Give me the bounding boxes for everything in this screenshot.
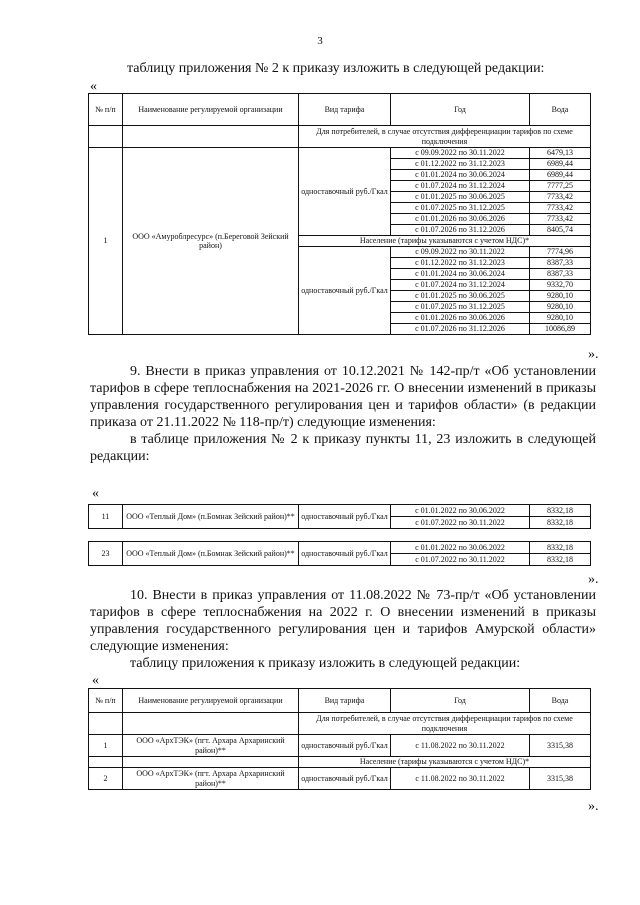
tariff-table-2-row-11 [88,504,591,529]
period-cell: с 01.01.2025 по 30.06.2025 [391,192,530,203]
period-cell: с 09.09.2022 по 30.11.2022 [391,247,530,258]
section-row [89,713,591,735]
period-cell: с 01.07.2025 по 31.12.2025 [391,302,530,313]
table-row [89,505,591,517]
section-consumers-label: Для потребителей, в случае отсутствия дифференциации тарифов по схеме подключения [299,713,591,735]
table-row [89,735,591,757]
section-row [89,126,591,148]
value-cell: 3315,38 [530,735,591,757]
row-number: 1 [89,148,123,335]
item-10-text: 10. Внести в приказ управления от 11.08.2022 № 73-пр/т «Об установлении тарифов в сфере теплоснабжения на 2022 г. О внесении изменений в приказы управления государственного регулирования цен и тарифов Амурской области» следующие изменения: [90,588,596,654]
header-tariff-type: Вид тарифа [299,94,391,126]
row-number: 2 [89,768,123,790]
period-cell: с 01.01.2024 по 30.06.2024 [391,269,530,280]
table-row [89,542,591,554]
organization-name: ООО «Амуроблресурс» (п.Береговой Зейский район) [123,148,299,335]
organization-name: ООО «АрхТЭК» (пгт. Архара Архаринский район)** [123,735,299,757]
period-cell: с 01.01.2026 по 30.06.2026 [391,214,530,225]
section-population-label: Население (тарифы указываются с учетом НДС)* [299,757,591,768]
period-cell: с 01.07.2026 по 31.12.2026 [391,324,530,335]
period-cell: с 01.01.2024 по 30.06.2024 [391,170,530,181]
value-cell: 9332,70 [530,280,591,291]
header-water: Вода [530,689,591,713]
item-9-paragraph [90,363,596,465]
close-quote-1: ». [588,347,599,362]
organization-name: ООО «Теплый Дом» (п.Бомнак Зейский район)** [123,542,299,566]
value-cell: 6989,44 [530,159,591,170]
value-cell: 10086,89 [530,324,591,335]
period-cell: с 01.01.2022 по 30.06.2022 [391,505,530,517]
tariff-type: одноставочный руб./Гкал [299,247,391,335]
intro-line: таблицу приложения № 2 к приказу изложить в следующей редакции: [127,61,545,76]
value-cell: 8332,18 [530,517,591,529]
close-quote-3: ». [588,799,599,814]
value-cell: 6989,44 [530,170,591,181]
row-number: 11 [89,505,123,529]
value-cell: 9280,10 [530,302,591,313]
period-cell: с 01.07.2022 по 30.11.2022 [391,554,530,566]
period-cell: с 01.01.2025 по 30.06.2025 [391,291,530,302]
section-consumers-label: Для потребителей, в случае отсутствия дифференциации тарифов по схеме подключения [299,126,591,148]
period-cell: с 01.01.2022 по 30.06.2022 [391,542,530,554]
value-cell: 7774,96 [530,247,591,258]
period-cell: с 01.07.2022 по 30.11.2022 [391,517,530,529]
table-row [89,148,591,159]
tariff-table-2-row-23 [88,541,591,566]
item-10-paragraph [90,587,596,672]
period-cell: с 01.07.2026 по 31.12.2026 [391,225,530,236]
period-cell: с 11.08.2022 по 30.11.2022 [391,768,530,790]
header-year: Год [391,94,530,126]
period-cell: с 09.09.2022 по 30.11.2022 [391,148,530,159]
header-number: № п/п [89,94,123,126]
value-cell: 8332,18 [530,505,591,517]
period-cell: с 01.01.2026 по 30.06.2026 [391,313,530,324]
value-cell: 6479,13 [530,148,591,159]
header-water: Вода [530,94,591,126]
period-cell: с 01.12.2022 по 31.12.2023 [391,159,530,170]
tariff-table-1 [88,93,591,335]
item-9-subtext: в таблице приложения № 2 к приказу пункты 11, 23 изложить в следующей редакции: [90,432,596,464]
value-cell: 8332,18 [530,542,591,554]
value-cell: 8387,33 [530,269,591,280]
row-number: 1 [89,735,123,757]
period-cell: с 01.07.2025 по 31.12.2025 [391,203,530,214]
open-quote-3: « [92,673,99,688]
page-number: 3 [317,35,323,47]
header-organization: Наименование регулируемой организации [123,689,299,713]
header-organization: Наименование регулируемой организации [123,94,299,126]
organization-name: ООО «АрхТЭК» (пгт. Архара Архаринский район)** [123,768,299,790]
period-cell: с 01.07.2024 по 31.12.2024 [391,280,530,291]
value-cell: 7733,42 [530,192,591,203]
tariff-type: одноставочный руб./Гкал [299,505,391,529]
tariff-table-3 [88,688,591,790]
section-population-label: Население (тарифы указываются с учетом НДС)* [299,236,591,247]
table-header-row [89,94,591,126]
tariff-type: одноставочный руб./Гкал [299,148,391,236]
close-quote-2: ». [588,572,599,587]
open-quote-2: « [92,486,99,501]
open-quote-1: « [90,79,97,94]
value-cell: 7777,25 [530,181,591,192]
value-cell: 8332,18 [530,554,591,566]
period-cell: с 11.08.2022 по 30.11.2022 [391,735,530,757]
value-cell: 3315,38 [530,768,591,790]
header-tariff-type: Вид тарифа [299,689,391,713]
period-cell: с 01.12.2022 по 31.12.2023 [391,258,530,269]
section-row [89,757,591,768]
value-cell: 7733,42 [530,214,591,225]
item-10-subtext: таблицу приложения к приказу изложить в следующей редакции: [130,656,521,671]
header-number: № п/п [89,689,123,713]
tariff-type: одноставочный руб./Гкал [299,768,391,790]
value-cell: 8405,74 [530,225,591,236]
tariff-type: одноставочный руб./Гкал [299,735,391,757]
row-number: 23 [89,542,123,566]
table-header-row [89,689,591,713]
table-row [89,768,591,790]
value-cell: 8387,33 [530,258,591,269]
item-9-text: 9. Внести в приказ управления от 10.12.2021 № 142-пр/т «Об установлении тарифов в сфере теплоснабжения на 2021-2026 гг. О внесении изменений в приказы управления государственного регулирования цен и тарифов области» (в редакции приказа от 21.11.2022 № 118-пр/т) следующие изменения: [90,364,596,430]
value-cell: 9280,10 [530,313,591,324]
period-cell: с 01.07.2024 по 31.12.2024 [391,181,530,192]
value-cell: 7733,42 [530,203,591,214]
organization-name: ООО «Теплый Дом» (п.Бомнак Зейский район)** [123,505,299,529]
value-cell: 9280,10 [530,291,591,302]
tariff-type: одноставочный руб./Гкал [299,542,391,566]
header-year: Год [391,689,530,713]
